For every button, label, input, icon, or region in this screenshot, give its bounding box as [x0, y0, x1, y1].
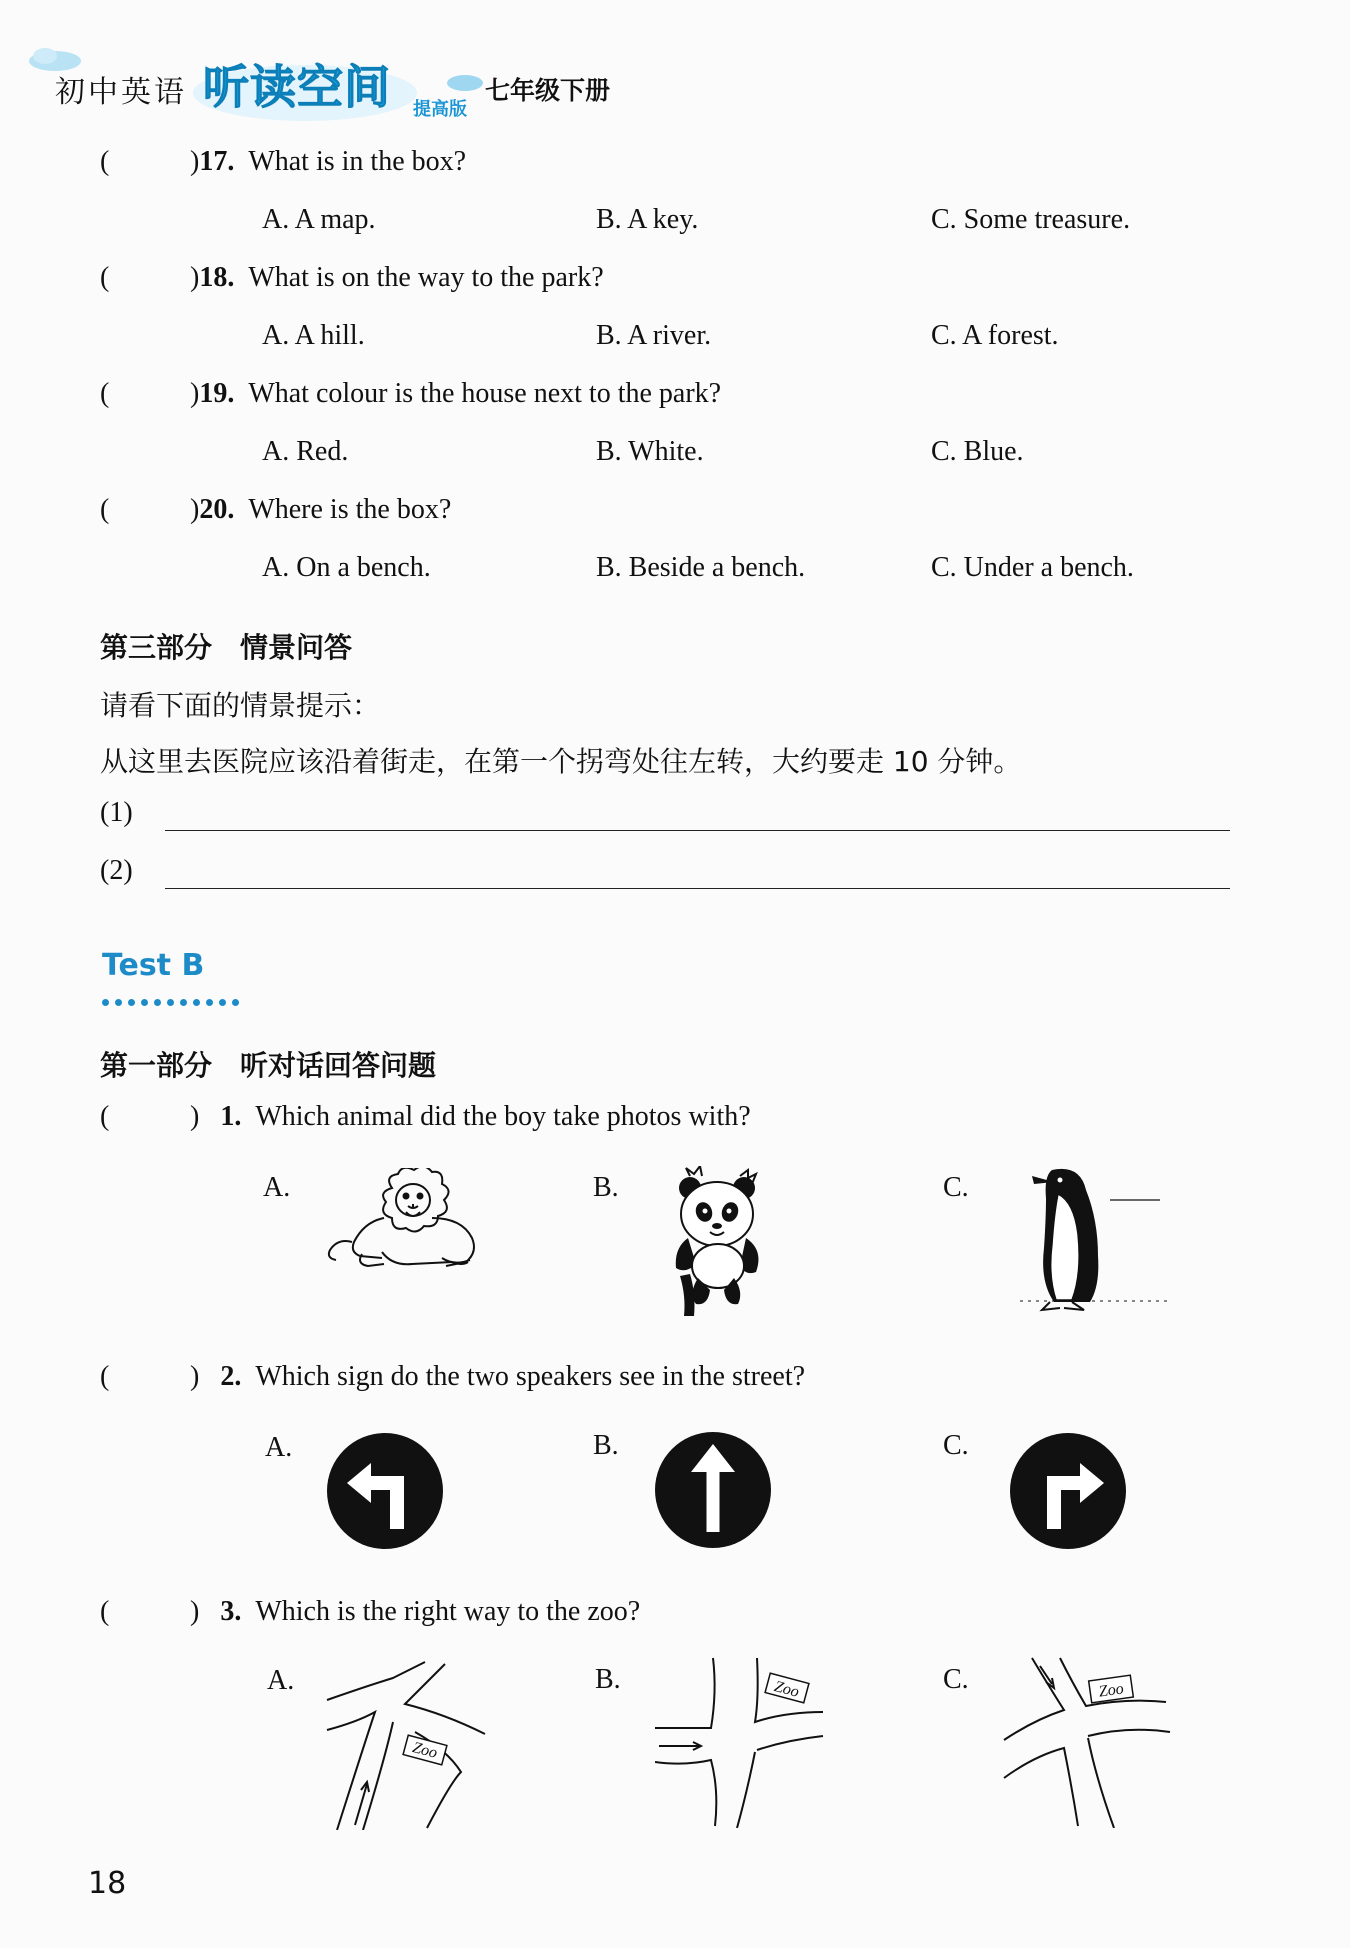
answer-blank[interactable]: (	[100, 494, 110, 525]
section-heading-part1: 第一部分 听对话回答问题	[100, 1049, 437, 1082]
option-c: C. Some treasure.	[931, 204, 1131, 235]
question-text: Which sign do the two speakers see in the street?	[255, 1361, 806, 1392]
question-text: Where is the box?	[248, 494, 452, 525]
brand-title: 听读空间	[203, 60, 391, 114]
edition-label: 提高版	[413, 99, 467, 120]
answer-line-2[interactable]: (2)	[100, 855, 1230, 895]
answer-blank[interactable]: (	[100, 262, 110, 293]
question-17: ( )17. What is in the box?	[100, 146, 467, 177]
option-b: B. A key.	[596, 204, 699, 235]
option-c: C. Under a bench.	[931, 552, 1134, 583]
page-header	[25, 45, 645, 125]
zoo-label	[765, 1673, 809, 1703]
question-b3: ( ) 3. Which is the right way to the zoo?	[100, 1596, 641, 1627]
question-text: What is in the box?	[248, 146, 467, 177]
option-b: B. White.	[596, 436, 704, 467]
choice-label-a: A.	[265, 1432, 293, 1463]
go-straight-sign-icon[interactable]	[653, 1430, 773, 1550]
option-a: A. On a bench.	[262, 552, 431, 583]
choice-label-c: C.	[943, 1430, 969, 1461]
write-line[interactable]	[165, 888, 1230, 889]
choice-label-b: B.	[593, 1430, 619, 1461]
turn-left-sign-icon[interactable]	[325, 1431, 445, 1551]
answer-line-1[interactable]: (1)	[100, 797, 1230, 837]
choice-label-c: C.	[943, 1172, 969, 1203]
answer-blank[interactable]: (	[100, 378, 110, 409]
choice-label-c: C.	[943, 1664, 969, 1695]
question-text: What is on the way to the park?	[248, 262, 604, 293]
map-option-a[interactable]	[325, 1660, 495, 1830]
test-b-title: Test B	[102, 948, 205, 983]
panda-icon[interactable]	[650, 1166, 780, 1318]
option-a: A. A map.	[262, 204, 376, 235]
svg-text:Zoo: Zoo	[410, 1739, 440, 1762]
option-b: B. Beside a bench.	[596, 552, 806, 583]
section-heading-part3: 第三部分 情景问答	[100, 631, 353, 664]
penguin-icon[interactable]	[1020, 1166, 1170, 1322]
svg-text:Zoo: Zoo	[772, 1678, 801, 1701]
choice-label-b: B.	[593, 1172, 619, 1203]
lion-icon[interactable]	[322, 1168, 497, 1283]
cloud-decoration-icon	[445, 71, 485, 93]
answer-blank[interactable]: (	[100, 1361, 110, 1392]
scenario-prompt: 请看下面的情景提示：	[100, 689, 381, 722]
question-text: What colour is the house next to the park?	[248, 378, 722, 409]
choice-label-a: A.	[267, 1665, 295, 1696]
question-text: Which animal did the boy take photos with?	[255, 1101, 751, 1132]
dotted-divider	[102, 993, 245, 1001]
choice-label-b: B.	[595, 1664, 621, 1695]
map-option-c[interactable]	[1002, 1656, 1172, 1828]
question-b2: ( ) 2. Which sign do the two speakers see in the street?	[100, 1361, 806, 1392]
grade-label: 七年级下册	[485, 76, 611, 105]
answer-blank[interactable]: (	[100, 1596, 110, 1627]
scenario-text: 从这里去医院应该沿着街走，在第一个拐弯处往左转，大约要走 10 分钟。	[100, 745, 1022, 778]
series-title: 初中英语	[55, 75, 187, 110]
question-20: ( )20. Where is the box?	[100, 494, 452, 525]
zoo-label	[1089, 1675, 1134, 1703]
write-line[interactable]	[165, 830, 1230, 831]
zoo-label	[403, 1735, 447, 1765]
option-c: C. Blue.	[931, 436, 1024, 467]
option-a: A. A hill.	[262, 320, 365, 351]
choice-label-a: A.	[263, 1172, 291, 1203]
question-18: ( )18. What is on the way to the park?	[100, 262, 604, 293]
answer-blank[interactable]: (	[100, 146, 110, 177]
svg-text:Zoo: Zoo	[1097, 1680, 1125, 1701]
page-number: 18	[88, 1866, 127, 1901]
map-option-b[interactable]	[655, 1656, 825, 1828]
question-19: ( )19. What colour is the house next to the park?	[100, 378, 722, 409]
answer-blank[interactable]: (	[100, 1101, 110, 1132]
question-b1: ( ) 1. Which animal did the boy take photos with?	[100, 1101, 751, 1132]
turn-right-sign-icon[interactable]	[1008, 1431, 1128, 1551]
option-c: C. A forest.	[931, 320, 1059, 351]
option-b: B. A river.	[596, 320, 712, 351]
option-a: A. Red.	[262, 436, 349, 467]
question-text: Which is the right way to the zoo?	[255, 1596, 641, 1627]
